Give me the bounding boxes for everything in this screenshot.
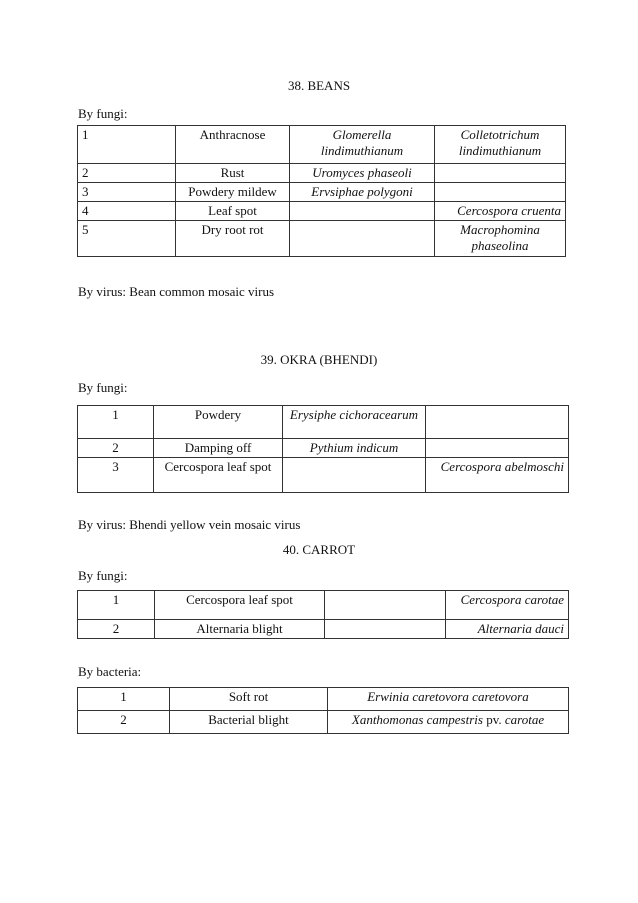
cell-number: 3 — [78, 458, 154, 493]
cell-number: 1 — [78, 406, 154, 439]
carrot-fungi-label: By fungi: — [78, 568, 128, 583]
beans-virus-text: By virus: Bean common mosaic virus — [78, 284, 275, 299]
section-title-okra: 39. OKRA (BHENDI) — [260, 352, 378, 367]
cell-number: 1 — [78, 591, 155, 620]
table-row — [78, 591, 569, 620]
cell-imperfect-stage — [426, 406, 569, 439]
cell-imperfect-stage — [426, 439, 569, 458]
table-row — [78, 164, 566, 183]
cell-perfect-stage: Ervsiphae polygoni — [290, 183, 435, 202]
cell-perfect-stage: Erysiphe cichoracearum — [283, 406, 426, 439]
cell-pathogen — [328, 688, 569, 711]
cell-disease: Cercospora leaf spot — [155, 591, 325, 620]
cell-perfect-stage: Uromyces phaseoli — [290, 164, 435, 183]
table-row — [78, 183, 566, 202]
cell-perfect-stage: Pythium indicum — [283, 439, 426, 458]
table-row — [78, 202, 566, 221]
cell-disease: Damping off — [154, 439, 283, 458]
table-row — [78, 711, 569, 734]
cell-imperfect-stage: Cercospora abelmoschi — [426, 458, 569, 493]
cell-perfect-stage: Glomerella lindimuthianum — [290, 126, 435, 164]
cell-number: 2 — [78, 439, 154, 458]
cell-number: 3 — [78, 183, 176, 202]
cell-number: 2 — [78, 164, 176, 183]
cell-imperfect-stage — [435, 164, 566, 183]
cell-disease: Rust — [176, 164, 290, 183]
table-row — [78, 126, 566, 164]
cell-imperfect-stage: Alternaria dauci — [446, 620, 569, 639]
cell-disease: Powdery mildew — [176, 183, 290, 202]
cell-imperfect-stage: Colletotrichum lindimuthianum — [435, 126, 566, 164]
beans-fungi-table — [77, 125, 566, 257]
pathogen-name: Erwinia caretovora caretovora — [367, 689, 529, 704]
cell-disease: Soft rot — [170, 688, 328, 711]
table-row — [78, 458, 569, 493]
cell-disease: Dry root rot — [176, 221, 290, 257]
cell-disease: Bacterial blight — [170, 711, 328, 734]
cell-number: 2 — [78, 711, 170, 734]
cell-disease: Leaf spot — [176, 202, 290, 221]
beans-fungi-label: By fungi: — [78, 106, 128, 121]
cell-imperfect-stage: Macrophomina phaseolina — [435, 221, 566, 257]
cell-pathogen — [328, 711, 569, 734]
cell-number: 5 — [78, 221, 176, 257]
okra-fungi-label: By fungi: — [78, 380, 128, 395]
section-title-beans: 38. BEANS — [287, 78, 351, 93]
cell-perfect-stage — [290, 221, 435, 257]
cell-number: 2 — [78, 620, 155, 639]
carrot-fungi-table — [77, 590, 569, 639]
section-title-carrot: 40. CARROT — [282, 542, 356, 557]
okra-virus-text: By virus: Bhendi yellow vein mosaic virus — [78, 517, 301, 532]
cell-perfect-stage — [325, 591, 446, 620]
cell-number: 1 — [78, 126, 176, 164]
okra-fungi-table — [77, 405, 569, 493]
cell-imperfect-stage — [435, 183, 566, 202]
table-row — [78, 688, 569, 711]
table-row — [78, 406, 569, 439]
cell-number: 1 — [78, 688, 170, 711]
pathovar-abbrev: pv. — [482, 712, 505, 727]
cell-disease: Powdery — [154, 406, 283, 439]
cell-disease: Cercospora leaf spot — [154, 458, 283, 493]
table-row — [78, 221, 566, 257]
carrot-bacteria-table — [77, 687, 569, 734]
cell-number: 4 — [78, 202, 176, 221]
cell-imperfect-stage: Cercospora carotae — [446, 591, 569, 620]
pathovar-name: carotae — [504, 712, 545, 727]
cell-perfect-stage — [325, 620, 446, 639]
carrot-bacteria-label: By bacteria: — [78, 664, 142, 679]
cell-disease: Alternaria blight — [155, 620, 325, 639]
table-row — [78, 620, 569, 639]
table-row — [78, 439, 569, 458]
cell-imperfect-stage: Cercospora cruenta — [435, 202, 566, 221]
pathogen-name: Xanthomonas campestris — [351, 712, 483, 727]
cell-disease: Anthracnose — [176, 126, 290, 164]
cell-perfect-stage — [290, 202, 435, 221]
cell-perfect-stage — [283, 458, 426, 493]
